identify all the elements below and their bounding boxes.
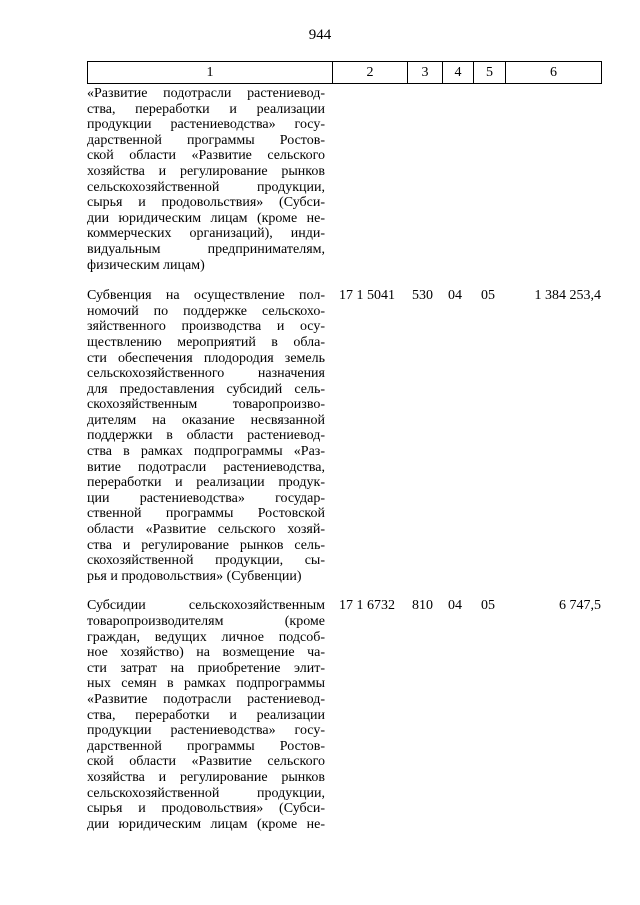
row-description	[87, 288, 325, 584]
description-line: поддержки в области растениевод-	[87, 428, 325, 444]
description-line: Субвенция на осуществление пол-	[87, 288, 325, 304]
header-col-4: 4	[443, 62, 474, 84]
row-description	[87, 86, 325, 273]
description-line: области «Развитие сельского хозяй-	[87, 522, 325, 538]
description-line: продукции растениеводства» госу-	[87, 723, 325, 739]
description-line: видуальным предпринимателям,	[87, 241, 325, 257]
description-line: Субсидии сельскохозяйственным	[87, 598, 325, 614]
expense-type: 810	[412, 598, 433, 614]
description-line: сельскохозяйственной продукции,	[87, 785, 325, 801]
description-line: хозяйства и регулирование рынков	[87, 769, 325, 785]
description-line: номочий по поддержке сельскохо-	[87, 303, 325, 319]
description-line: дии юридическим лицам (кроме не-	[87, 816, 325, 832]
description-line: сырья и продовольствия» (Субси-	[87, 195, 325, 211]
amount: 6 747,5	[559, 598, 601, 614]
header-col-2: 2	[333, 62, 408, 84]
row-description	[87, 598, 325, 832]
description-line: хозяйства и регулирование рынков	[87, 163, 325, 179]
header-col-6: 6	[506, 62, 602, 84]
description-line: ской области «Развитие сельского	[87, 754, 325, 770]
description-line: дарственной программы Ростов-	[87, 738, 325, 754]
description-line: зяйственного производства и осу-	[87, 319, 325, 335]
description-line: «Развитие подотрасли растениевод-	[87, 691, 325, 707]
header-col-1: 1	[88, 62, 333, 84]
description-line: физическим лицам)	[87, 257, 205, 273]
description-line: ществлению мероприятий в обла-	[87, 334, 325, 350]
section-code: 04	[448, 288, 462, 304]
description-line: дарственной программы Ростов-	[87, 132, 325, 148]
budget-row	[87, 86, 601, 273]
description-line: для предоставления субсидий сель-	[87, 381, 325, 397]
description-line: сырья и продовольствия» (Субси-	[87, 801, 325, 817]
header-col-3: 3	[408, 62, 443, 84]
header-col-5: 5	[474, 62, 506, 84]
description-line: ных семян в рамках подпрограммы	[87, 676, 325, 692]
description-line: коммерческих организаций), инди-	[87, 226, 325, 242]
description-line: дителям на оказание несвязанной	[87, 412, 325, 428]
description-line: «Развитие подотрасли растениевод-	[87, 86, 325, 101]
description-line: скохозяйственным товаропроизво-	[87, 397, 325, 413]
description-line: витие подотрасли растениеводства,	[87, 459, 325, 475]
description-line: сельскохозяйственной продукции,	[87, 179, 325, 195]
description-line: продукции растениеводства» госу-	[87, 117, 325, 133]
page-number: 944	[308, 27, 332, 43]
description-line: ное хозяйство) на возмещение ча-	[87, 645, 325, 661]
description-line: ства и регулирование рынков сель-	[87, 537, 325, 553]
budget-row	[87, 598, 601, 832]
description-line: сти затрат на приобретение элит-	[87, 660, 325, 676]
column-number-header	[87, 61, 602, 84]
description-line: ции растениеводства» государ-	[87, 490, 325, 506]
budget-row	[87, 288, 601, 584]
subsection-code: 05	[481, 288, 495, 304]
description-line: сельскохозяйственного назначения	[87, 366, 325, 382]
description-line: граждан, ведущих личное подсоб-	[87, 629, 325, 645]
target-article-code: 17 1 6732	[339, 598, 395, 614]
description-line: ственной программы Ростовской	[87, 506, 325, 522]
description-line: товаропроизводителям (кроме	[87, 614, 325, 629]
section-code: 04	[448, 598, 462, 614]
description-line: ства, переработки и реализации	[87, 101, 325, 117]
description-line: дии юридическим лицам (кроме не-	[87, 210, 325, 226]
description-line: скохозяйственной продукции, сы-	[87, 553, 325, 569]
description-line: переработки и реализации продук-	[87, 475, 325, 491]
budget-rows	[87, 86, 601, 832]
expense-type: 530	[412, 288, 433, 304]
description-line: ской области «Развитие сельского	[87, 148, 325, 164]
description-line: ства в рамках подпрограммы «Раз-	[87, 444, 325, 460]
amount: 1 384 253,4	[534, 288, 601, 304]
description-line: рья и продовольствия» (Субвенции)	[87, 568, 302, 584]
description-line: сти обеспечения плодородия земель	[87, 350, 325, 366]
description-line: ства, переработки и реализации	[87, 707, 325, 723]
subsection-code: 05	[481, 598, 495, 614]
target-article-code: 17 1 5041	[339, 288, 395, 304]
